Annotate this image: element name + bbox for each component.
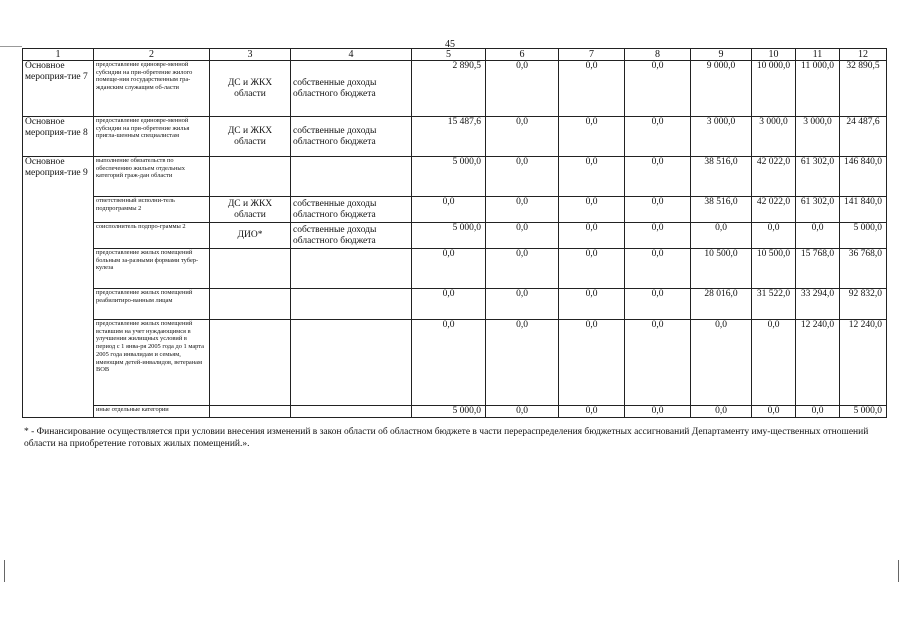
value-cell: 0,0 [625, 197, 691, 223]
value-cell: 0,0 [559, 61, 625, 117]
description-cell: предоставление жилых помещений реабилитиро-ванным лицам [94, 289, 210, 320]
column-header: 6 [486, 49, 559, 61]
column-header: 10 [752, 49, 796, 61]
description-cell: иные отдельные категории [94, 406, 210, 418]
value-cell: 0,0 [691, 223, 752, 249]
value-cell: 0,0 [486, 117, 559, 157]
column-header: 8 [625, 49, 691, 61]
value-cell: 42 022,0 [752, 197, 796, 223]
table-row [23, 61, 887, 117]
value-cell: 5 000,0 [412, 223, 486, 249]
column-header: 7 [559, 49, 625, 61]
value-cell: 61 302,0 [796, 157, 840, 197]
value-cell: 0,0 [752, 223, 796, 249]
event-name-cell [23, 406, 94, 418]
column-header: 3 [210, 49, 291, 61]
executor-cell [210, 289, 291, 320]
event-name-cell [23, 249, 94, 289]
description-cell: ответственный исполни-тель подпрограммы 2 [94, 197, 210, 223]
description-cell: предоставление единовре-менной субсидии на при-обретение жилья пригла-шенным специалистам [94, 117, 210, 157]
value-cell: 0,0 [559, 320, 625, 406]
scan-artifact-mark [898, 560, 899, 582]
value-cell: 3 000,0 [796, 117, 840, 157]
value-cell: 0,0 [486, 320, 559, 406]
source-cell: собственные доходы областного бюджета [291, 197, 412, 223]
value-cell: 0,0 [625, 249, 691, 289]
table-row [23, 197, 887, 223]
event-name-cell [23, 197, 94, 223]
value-cell: 0,0 [559, 117, 625, 157]
column-header: 12 [840, 49, 887, 61]
value-cell: 0,0 [796, 223, 840, 249]
value-cell: 0,0 [486, 406, 559, 418]
value-cell: 0,0 [486, 197, 559, 223]
value-cell: 42 022,0 [752, 157, 796, 197]
value-cell: 0,0 [796, 406, 840, 418]
value-cell: 0,0 [625, 61, 691, 117]
event-name-cell: Основное мероприя-тие 8 [23, 117, 94, 157]
executor-cell [210, 157, 291, 197]
value-cell: 0,0 [412, 320, 486, 406]
value-cell: 31 522,0 [752, 289, 796, 320]
table-row [23, 117, 887, 157]
column-header: 9 [691, 49, 752, 61]
budget-table [22, 48, 887, 418]
value-cell: 12 240,0 [796, 320, 840, 406]
description-cell: предоставление единовре-менной субсидии на при-обретение жилого помеще-ния государственным гра-жданским служащим об-ласти [94, 61, 210, 117]
column-header: 1 [23, 49, 94, 61]
description-cell: предоставление жилых помещений вставшим на учет нуждающимся в улучшении жилищных условий в период с 1 янва-ря 2005 года до 1 марта 2005 года инвалидам и семьям, имеющим детей-инвалидов, ветеранам ВОВ [94, 320, 210, 406]
value-cell: 0,0 [559, 289, 625, 320]
source-cell: собственные доходы областного бюджета [291, 61, 412, 117]
event-name-cell: Основное мероприя-тие 9 [23, 157, 94, 197]
executor-cell: ДИО* [210, 223, 291, 249]
value-cell: 0,0 [559, 249, 625, 289]
source-cell [291, 249, 412, 289]
page-number: 45 [445, 39, 455, 50]
value-cell: 28 016,0 [691, 289, 752, 320]
footnote: * - Финансирование осуществляется при условии внесения изменений в закон области об областном бюджете в части перераспределения бюджетных ассигнований Департаменту иму-щественных отношений области на приобретение готовых жилых помещений.». [24, 427, 869, 449]
value-cell: 15 768,0 [796, 249, 840, 289]
event-name-cell [23, 223, 94, 249]
executor-cell [210, 320, 291, 406]
value-cell: 12 240,0 [840, 320, 887, 406]
source-cell: собственные доходы областного бюджета [291, 223, 412, 249]
source-cell [291, 289, 412, 320]
value-cell: 0,0 [486, 249, 559, 289]
value-cell: 5 000,0 [412, 157, 486, 197]
value-cell: 0,0 [486, 61, 559, 117]
value-cell: 3 000,0 [691, 117, 752, 157]
value-cell: 0,0 [486, 157, 559, 197]
value-cell: 0,0 [625, 320, 691, 406]
value-cell: 3 000,0 [752, 117, 796, 157]
table-row [23, 406, 887, 418]
value-cell: 0,0 [625, 223, 691, 249]
column-header: 11 [796, 49, 840, 61]
table-row [23, 320, 887, 406]
value-cell: 10 500,0 [691, 249, 752, 289]
value-cell: 92 832,0 [840, 289, 887, 320]
value-cell: 5 000,0 [412, 406, 486, 418]
value-cell: 0,0 [412, 197, 486, 223]
event-name-cell: Основное мероприя-тие 7 [23, 61, 94, 117]
event-name-cell [23, 289, 94, 320]
source-cell: собственные доходы областного бюджета [291, 117, 412, 157]
value-cell: 0,0 [412, 249, 486, 289]
value-cell: 0,0 [625, 117, 691, 157]
description-cell: выполнение обязательств по обеспечению жильем отдельных категорий граж-дан области [94, 157, 210, 197]
executor-cell: ДС и ЖКХ области [210, 197, 291, 223]
value-cell: 10 000,0 [752, 61, 796, 117]
value-cell: 61 302,0 [796, 197, 840, 223]
scan-artifact-mark [4, 560, 5, 582]
event-name-cell [23, 320, 94, 406]
value-cell: 0,0 [691, 406, 752, 418]
value-cell: 0,0 [625, 157, 691, 197]
column-header: 5 [412, 49, 486, 61]
value-cell: 0,0 [559, 406, 625, 418]
table-row [23, 249, 887, 289]
source-cell [291, 320, 412, 406]
value-cell: 38 516,0 [691, 197, 752, 223]
value-cell: 141 840,0 [840, 197, 887, 223]
scan-artifact-line [0, 46, 22, 47]
executor-cell [210, 406, 291, 418]
table-row [23, 223, 887, 249]
value-cell: 33 294,0 [796, 289, 840, 320]
value-cell: 24 487,6 [840, 117, 887, 157]
value-cell: 146 840,0 [840, 157, 887, 197]
value-cell: 5 000,0 [840, 406, 887, 418]
value-cell: 11 000,0 [796, 61, 840, 117]
table-row [23, 157, 887, 197]
value-cell: 32 890,5 [840, 61, 887, 117]
table-row [23, 289, 887, 320]
value-cell: 15 487,6 [412, 117, 486, 157]
source-cell [291, 157, 412, 197]
value-cell: 0,0 [625, 289, 691, 320]
column-header: 4 [291, 49, 412, 61]
executor-cell: ДС и ЖКХ области [210, 117, 291, 157]
value-cell: 36 768,0 [840, 249, 887, 289]
value-cell: 9 000,0 [691, 61, 752, 117]
value-cell: 0,0 [486, 289, 559, 320]
value-cell: 0,0 [752, 406, 796, 418]
value-cell: 5 000,0 [840, 223, 887, 249]
description-cell: соисполнитель подпро-граммы 2 [94, 223, 210, 249]
value-cell: 0,0 [691, 320, 752, 406]
description-cell: предоставление жилых помещений больным за-разными формами тубер-кулеза [94, 249, 210, 289]
value-cell: 0,0 [486, 223, 559, 249]
value-cell: 0,0 [559, 197, 625, 223]
value-cell: 10 500,0 [752, 249, 796, 289]
value-cell: 0,0 [625, 406, 691, 418]
value-cell: 2 890,5 [412, 61, 486, 117]
source-cell [291, 406, 412, 418]
executor-cell [210, 249, 291, 289]
column-header: 2 [94, 49, 210, 61]
value-cell: 0,0 [412, 289, 486, 320]
value-cell: 38 516,0 [691, 157, 752, 197]
value-cell: 0,0 [559, 223, 625, 249]
table-header-row [23, 49, 887, 61]
value-cell: 0,0 [559, 157, 625, 197]
executor-cell: ДС и ЖКХ области [210, 61, 291, 117]
value-cell: 0,0 [752, 320, 796, 406]
